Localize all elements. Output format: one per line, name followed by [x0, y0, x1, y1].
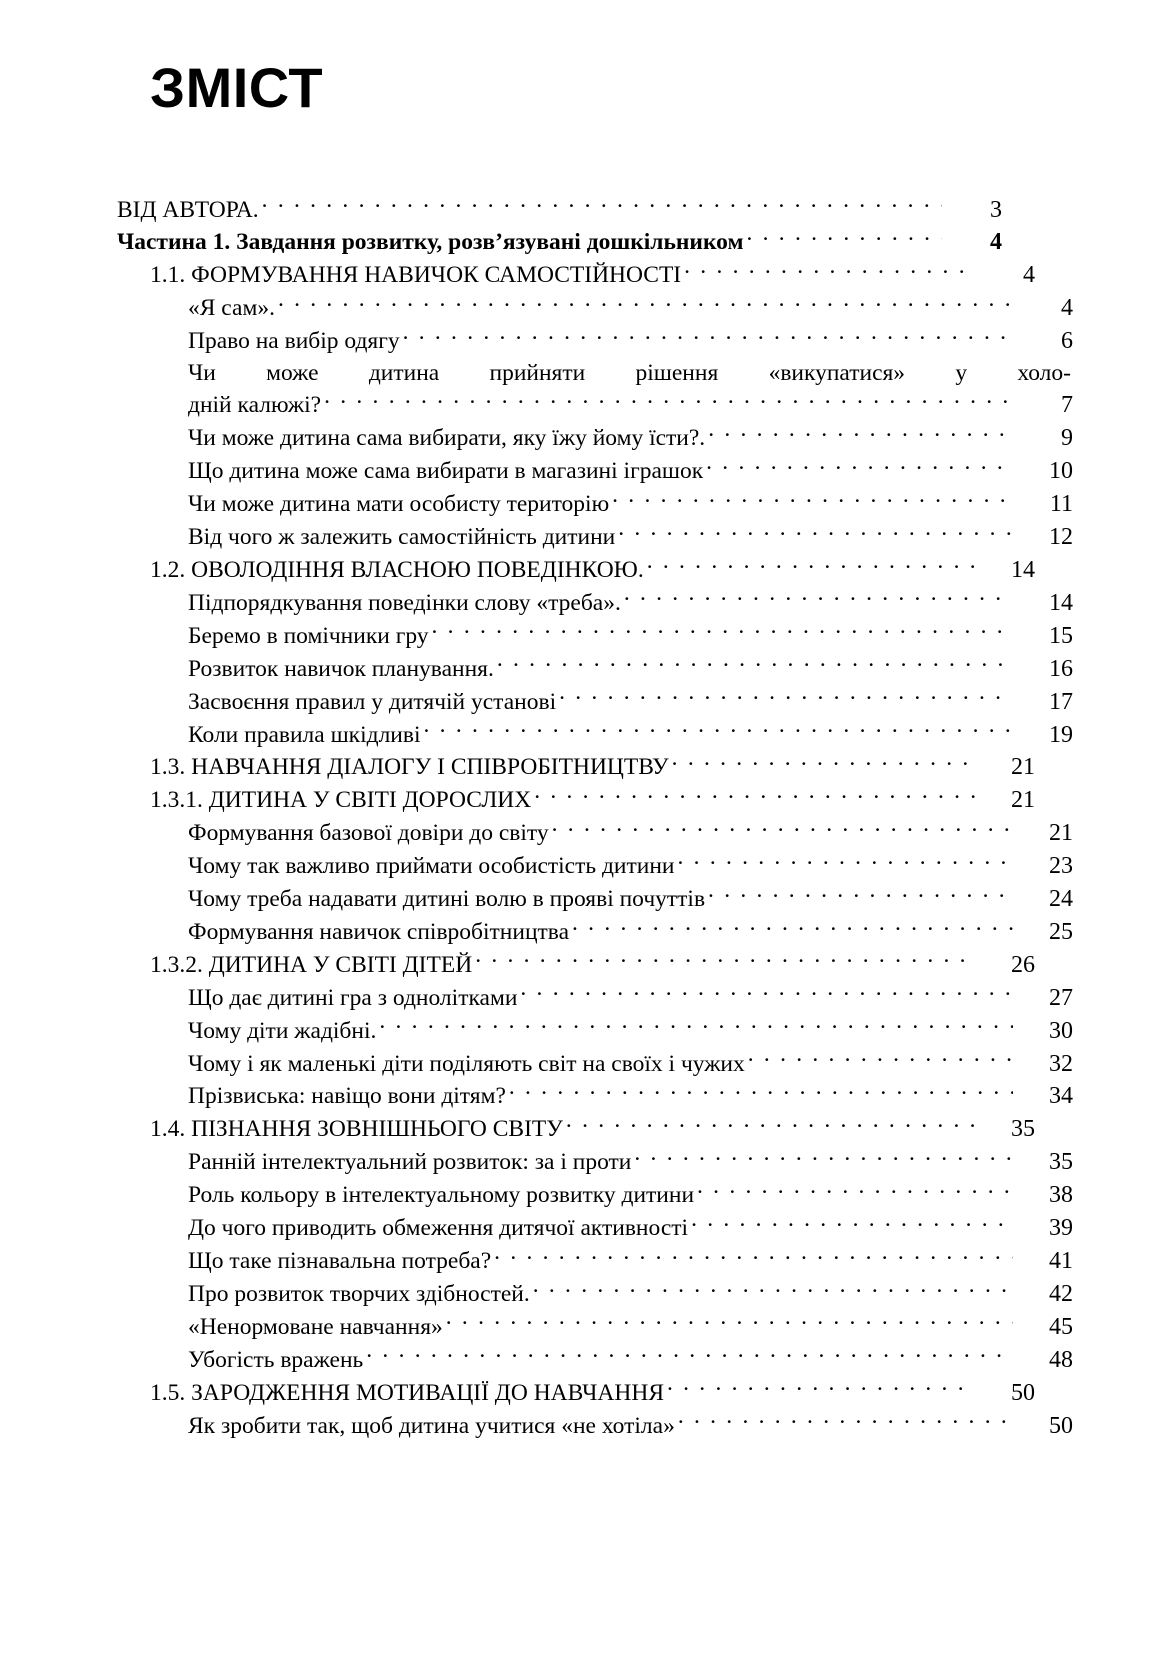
- dot-leader: [424, 718, 1013, 742]
- dot-leader: [708, 883, 1013, 907]
- toc-entry[interactable]: [117, 817, 1073, 850]
- toc-entry[interactable]: [117, 619, 1073, 652]
- dot-leader: [497, 652, 1013, 676]
- dot-leader: [559, 685, 1013, 709]
- toc-entry[interactable]: [117, 1179, 1073, 1212]
- toc-entry-page-number: 14: [1049, 589, 1073, 616]
- toc-entry-page-number: 21: [1049, 820, 1073, 847]
- toc-entry-label: Засвоєння правил у дитячій установі: [188, 688, 557, 715]
- toc-entry-label: Убогість вражень: [188, 1346, 364, 1373]
- toc-entry[interactable]: [117, 685, 1073, 718]
- toc-entry-label: «Я сам».: [188, 295, 275, 322]
- toc-entry[interactable]: [117, 1245, 1073, 1278]
- toc-entry[interactable]: [117, 1343, 1073, 1376]
- dot-leader: [533, 1277, 1013, 1301]
- dot-leader: [366, 1343, 1013, 1367]
- dot-leader: [618, 521, 1013, 545]
- toc-entry[interactable]: [117, 259, 1035, 292]
- toc-entry-label: Про розвиток творчих здібностей.: [188, 1280, 530, 1307]
- toc-entry-label: Що дає дитині гра з однолітками: [188, 984, 518, 1011]
- dot-leader: [678, 1409, 1013, 1433]
- toc-entry-page-number: 4: [990, 229, 1002, 256]
- toc-entry-label: Підпорядкування поведінки слову «треба».: [188, 589, 621, 616]
- toc-entry-label: Формування навичок співробітництва: [188, 918, 570, 945]
- toc-entry[interactable]: [117, 586, 1073, 619]
- toc-entry[interactable]: [117, 358, 1073, 389]
- toc-entry-page-number: 34: [1049, 1083, 1073, 1110]
- toc-entry[interactable]: [117, 915, 1073, 948]
- toc-entry[interactable]: [117, 1409, 1073, 1442]
- dot-leader: [572, 915, 1013, 939]
- toc-entry-label: 1.3. НАВЧАННЯ ДІАЛОГУ І СПІВРОБІТНИЦТВУ: [150, 754, 669, 781]
- dot-leader: [634, 1146, 1013, 1170]
- toc-entry-page-number: 41: [1049, 1248, 1073, 1274]
- toc-entry[interactable]: [117, 1014, 1073, 1047]
- toc-entry-page-number: 21: [1011, 754, 1035, 781]
- toc-entry-page-number: 50: [1049, 1412, 1073, 1439]
- toc-entry-label: ВІД АВТОРА.: [117, 196, 259, 223]
- toc-entry[interactable]: [117, 784, 1035, 817]
- toc-entry[interactable]: [117, 718, 1073, 751]
- dot-leader: [379, 1014, 1013, 1038]
- toc-entry[interactable]: [117, 1310, 1073, 1343]
- toc-entry-label: Розвиток навичок планування.: [188, 655, 494, 682]
- toc-entry-page-number: 27: [1049, 984, 1073, 1011]
- toc-entry[interactable]: [117, 981, 1073, 1014]
- toc-entry-page-number: 9: [1061, 425, 1073, 452]
- toc-entry[interactable]: [117, 1080, 1073, 1113]
- toc-entry-page-number: 17: [1049, 688, 1073, 715]
- toc-entry[interactable]: [117, 1146, 1073, 1179]
- toc-entry-page-number: 4: [1061, 295, 1073, 322]
- page-title: ЗМІСТ: [150, 56, 324, 119]
- toc-entry-page-number: 12: [1049, 524, 1073, 551]
- toc-entry-page-number: 21: [1011, 787, 1035, 814]
- dot-leader: [432, 619, 1013, 643]
- toc-entry-page-number: 35: [1011, 1116, 1035, 1143]
- toc-entry-label: Коли правила шкідливі: [188, 721, 421, 748]
- dot-leader: [678, 850, 1013, 874]
- dot-leader: [708, 422, 1013, 446]
- toc-entry-list: [117, 193, 1073, 1442]
- toc-entry-label: Чи може дитина мати особисту територію: [188, 491, 610, 518]
- toc-entry-label: дній калюжі?: [188, 392, 322, 419]
- toc-entry-page-number: 38: [1049, 1182, 1073, 1209]
- toc-entry-label: Чому і як маленькі діти поділяють світ на своїх і чужих: [188, 1050, 745, 1077]
- toc-entry-label: 1.5. ЗАРОДЖЕННЯ МОТИВАЦІЇ ДО НАВЧАННЯ: [150, 1379, 664, 1406]
- toc-entry[interactable]: [117, 652, 1073, 685]
- toc-entry-label: Чому треба надавати дитині волю в прояві почуттів: [188, 886, 706, 913]
- dot-leader: [446, 1310, 1013, 1334]
- toc-entry-page-number: 11: [1049, 491, 1073, 518]
- toc-entry-page-number: 26: [1011, 951, 1035, 978]
- toc-entry-label: Прізвиська: навіщо вони дітям?: [188, 1083, 506, 1110]
- toc-entry-label: До чого приводить обмеження дитячої активності: [188, 1215, 689, 1242]
- dot-leader: [748, 1047, 1013, 1071]
- dot-leader: [552, 817, 1013, 841]
- dot-leader: [647, 553, 975, 577]
- toc-entry[interactable]: [117, 1113, 1035, 1146]
- toc-entry-label: Ранній інтелектуальний розвиток: за і проти: [188, 1149, 632, 1176]
- toc-entry-page-number: 15: [1049, 622, 1073, 649]
- toc-entry[interactable]: [117, 193, 1002, 226]
- toc-entry-label: 1.3.1. ДИТИНА У СВІТІ ДОРОСЛИХ: [150, 787, 532, 814]
- toc-entry[interactable]: [117, 422, 1073, 455]
- dot-leader: [697, 1179, 1013, 1203]
- toc-entry[interactable]: [117, 292, 1073, 325]
- dot-leader: [262, 193, 942, 217]
- dot-leader: [278, 292, 1013, 316]
- toc-entry[interactable]: [117, 883, 1073, 916]
- toc-entry[interactable]: [117, 553, 1035, 586]
- toc-entry-label: Чому так важливо приймати особистість дитини: [188, 853, 675, 880]
- dot-leader: [624, 586, 1013, 610]
- toc-entry[interactable]: [117, 521, 1073, 554]
- toc-entry[interactable]: [117, 389, 1073, 422]
- dot-leader: [612, 488, 1013, 512]
- toc-entry[interactable]: [117, 325, 1073, 358]
- toc-entry-page-number: 19: [1049, 721, 1073, 748]
- toc-entry-label: Що таке пізнавальна потреба?: [188, 1248, 492, 1274]
- toc-entry-page-number: 35: [1049, 1149, 1073, 1176]
- dot-leader: [509, 1080, 1013, 1104]
- toc-entry-page-number: 45: [1049, 1313, 1073, 1340]
- toc-entry-label: «Ненормоване навчання»: [188, 1313, 443, 1340]
- toc-entry-page-number: 48: [1049, 1346, 1073, 1373]
- toc-entry-label: Формування базової довіри до світу: [188, 820, 549, 847]
- toc-entry-label: 1.3.2. ДИТИНА У СВІТІ ДІТЕЙ: [150, 951, 473, 978]
- toc-entry[interactable]: [117, 1376, 1035, 1409]
- toc-entry-label: Частина 1. Завдання розвитку, розв’язувані дошкільником: [117, 229, 744, 256]
- toc-entry-label: 1.2. ОВОЛОДІННЯ ВЛАСНОЮ ПОВЕДІНКОЮ.: [150, 556, 644, 583]
- toc-entry-page-number: 7: [1061, 392, 1073, 419]
- toc-entry-page-number: 4: [1023, 262, 1035, 289]
- toc-entry-label: Чому діти жадібні.: [188, 1017, 377, 1044]
- toc-entry[interactable]: [117, 226, 1002, 259]
- dot-leader: [475, 948, 975, 972]
- dot-leader: [520, 981, 1013, 1005]
- toc-entry-page-number: 6: [1061, 328, 1073, 355]
- toc-entry-page-number: 50: [1011, 1379, 1035, 1406]
- toc-entry-page-number: 10: [1049, 458, 1073, 485]
- toc-entry[interactable]: [117, 850, 1073, 883]
- toc-entry-label: Чи може дитина сама вибирати, яку їжу йому їсти?.: [188, 425, 706, 452]
- dot-leader: [747, 226, 943, 250]
- toc-entry-page-number: 16: [1049, 655, 1073, 682]
- dot-leader: [534, 784, 975, 808]
- dot-leader: [706, 455, 1013, 479]
- toc-entry-label: Як зробити так, щоб дитина учитися «не хотіла»: [188, 1412, 675, 1439]
- toc-entry[interactable]: [117, 1277, 1073, 1310]
- toc-entry-page-number: 30: [1049, 1017, 1073, 1044]
- dot-leader: [324, 389, 1013, 413]
- toc-entry-page-number: 42: [1049, 1280, 1073, 1307]
- toc-entry-page-number: 25: [1049, 918, 1073, 945]
- toc-entry-label: Роль кольору в інтелектуальному розвитку дитини: [188, 1182, 695, 1209]
- toc-entry-label: Право на вибір одягу: [188, 328, 400, 355]
- dot-leader: [667, 1376, 975, 1400]
- toc-entry-page-number: 39: [1049, 1215, 1073, 1242]
- toc-entry-label: Від чого ж залежить самостійність дитини: [188, 524, 616, 551]
- toc-entry-label: Що дитина може сама вибирати в магазині іграшок: [188, 458, 704, 485]
- toc-entry[interactable]: [117, 1047, 1073, 1080]
- toc-entry-page-number: 24: [1049, 886, 1073, 913]
- toc-entry-page-number: 32: [1049, 1050, 1073, 1077]
- toc-entry-page-number: 14: [1011, 556, 1035, 583]
- toc-entry-page-number: 3: [990, 196, 1002, 223]
- dot-leader: [403, 325, 1013, 349]
- toc-entry[interactable]: [117, 948, 1035, 981]
- dot-leader: [566, 1113, 975, 1137]
- toc-entry-page-number: 23: [1049, 853, 1073, 880]
- toc-entry[interactable]: [117, 751, 1035, 784]
- toc-entry-label: Чи може дитина прийняти рішення «викупатися» у холо-: [188, 359, 1071, 386]
- toc-entry[interactable]: [117, 455, 1073, 488]
- toc-entry-label: 1.4. ПІЗНАННЯ ЗОВНІШНЬОГО СВІТУ: [150, 1116, 563, 1143]
- toc-entry-label: 1.1. ФОРМУВАННЯ НАВИЧОК САМОСТІЙНОСТІ: [150, 262, 682, 289]
- dot-leader: [494, 1245, 1013, 1269]
- dot-leader: [672, 751, 975, 775]
- toc-entry[interactable]: [117, 488, 1073, 521]
- toc-entry-label: Беремо в помічники гру: [188, 622, 429, 649]
- dot-leader: [691, 1212, 1013, 1236]
- toc-entry[interactable]: [117, 1212, 1073, 1245]
- dot-leader: [684, 259, 975, 283]
